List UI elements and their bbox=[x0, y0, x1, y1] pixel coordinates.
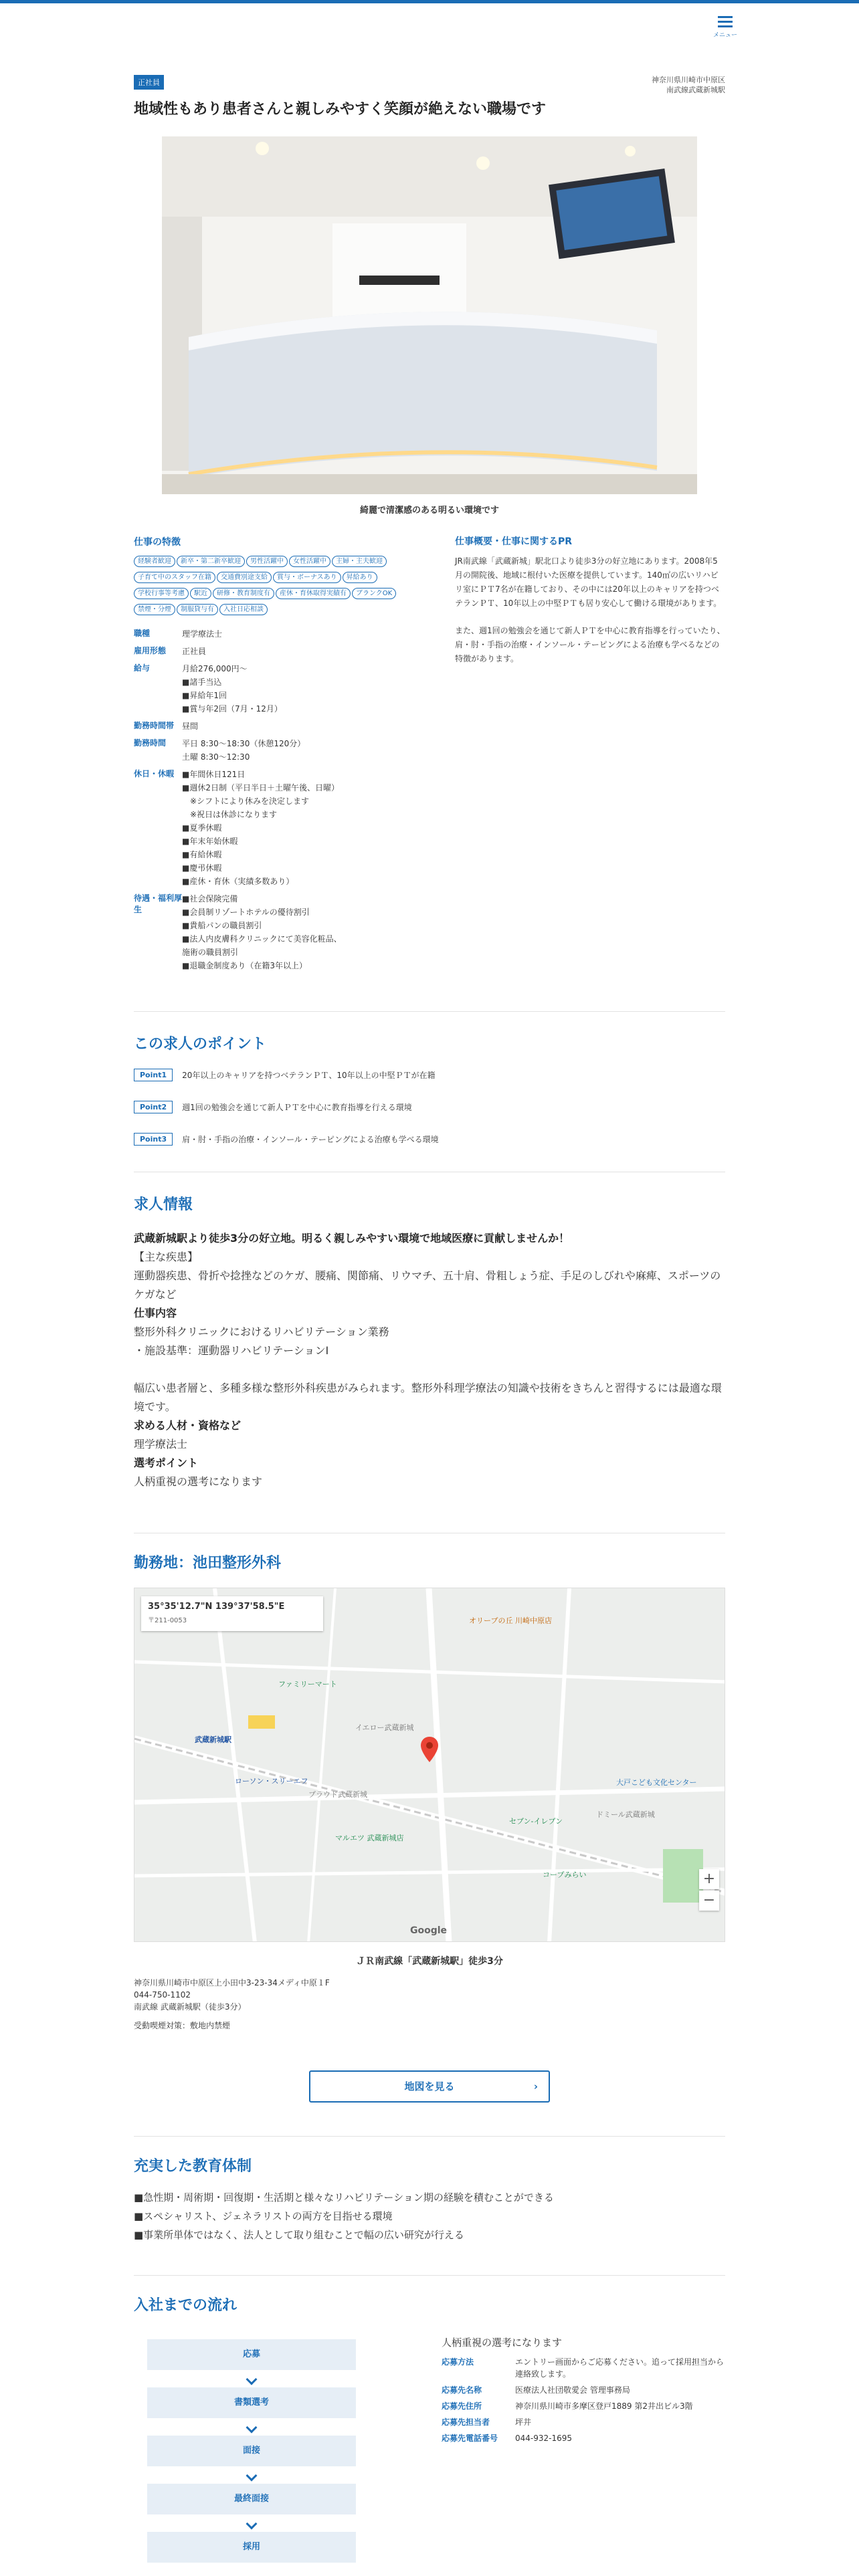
detail-row bbox=[134, 768, 428, 888]
clinic-photo bbox=[162, 136, 697, 494]
feature-chip: 男性活躍中 bbox=[246, 556, 288, 567]
detail-line: ■昇給年1回 bbox=[182, 691, 227, 700]
detail-row bbox=[134, 737, 428, 764]
detail-line: ■貴船パンの職員割引 bbox=[182, 921, 262, 930]
detail-line: ■週休2日制（平日半日＋土曜午後、日曜） bbox=[182, 783, 339, 792]
summary-paragraph: JR南武線「武蔵新城」駅北口より徒歩3分の好立地にあります。2008年5月の開院後、地域に根付いた医療を提供しています。140㎡の広いリハビリ室にＰＴ7名が在籍しており、その中には20年以上のキャリアを持つベテランＰＴ、10年以上の中堅ＰＴも居り安心して働ける環境があります。 bbox=[455, 556, 722, 608]
detail-value bbox=[182, 737, 305, 764]
google-logo: Google bbox=[410, 1925, 448, 1936]
detail-row bbox=[134, 720, 428, 733]
flow-heading: 入社までの流れ bbox=[134, 2297, 237, 2314]
flow-step: 面接 bbox=[147, 2436, 356, 2466]
map-info-card bbox=[141, 1596, 323, 1631]
detail-line: ■年末年始休暇 bbox=[182, 837, 238, 846]
map-coordinates: 35°35'12.7"N 139°37'58.5"E bbox=[148, 1602, 285, 1612]
employment-tag: 正社員 bbox=[134, 75, 164, 90]
divider bbox=[134, 1011, 725, 1012]
detail-row bbox=[134, 627, 428, 641]
detail-value bbox=[182, 662, 282, 716]
detail-row bbox=[134, 662, 428, 716]
apply-info: 人柄重視の選考になります 応募方法 エントリー画面からご応募ください。追って採用担当から連絡致します。 応募先名称 医療法人社団敬愛会 管理事務局 応募先住所 神奈川県川崎市多摩区登戸1889 第2井出ビル3階 応募先担当者 坪井 応募先電話番号 044-932-1695 bbox=[442, 2337, 725, 2443]
map-postal-code: 〒211-0053 bbox=[148, 1617, 187, 1624]
map-label: イエロー武蔵新城 bbox=[355, 1723, 414, 1732]
zoom-out-button[interactable]: − bbox=[699, 1891, 719, 1911]
detail-line: ※シフトにより休みを決定します bbox=[182, 796, 310, 806]
job-details bbox=[134, 535, 428, 976]
top-accent-line bbox=[0, 0, 859, 3]
chevron-down-icon bbox=[246, 2470, 258, 2482]
detail-line: 昼間 bbox=[182, 722, 199, 731]
map-label: コープみらい bbox=[543, 1870, 587, 1879]
feature-chip: 制服貸与有 bbox=[177, 604, 218, 615]
zoom-in-button[interactable]: + bbox=[699, 1869, 719, 1889]
education-heading: 充実した教育体制 bbox=[134, 2158, 252, 2175]
detail-value bbox=[182, 627, 222, 641]
flow-step: 書類選考 bbox=[147, 2387, 356, 2418]
detail-line: ■有給休暇 bbox=[182, 850, 222, 859]
map-label: 大戸こども文化センター bbox=[616, 1778, 697, 1787]
detail-line: ■会員制リゾートホテルの優待割引 bbox=[182, 907, 310, 917]
feature-chips bbox=[134, 554, 428, 618]
detail-line: ■社会保険完備 bbox=[182, 894, 238, 903]
selection-note: 人柄重視の選考になります bbox=[442, 2337, 563, 2349]
map-label: ファミリーマート bbox=[278, 1680, 337, 1689]
feature-chip: 禁煙・分煙 bbox=[134, 604, 175, 615]
location-text: 神奈川県川崎市中原区 南武線武蔵新城駅 bbox=[652, 76, 725, 94]
menu-button[interactable] bbox=[712, 13, 739, 40]
feature-chip: 駅近 bbox=[190, 588, 211, 599]
point-item: Point1 20年以上のキャリアを持つベテランＰＴ、10年以上の中堅ＰＴが在籍 bbox=[134, 1069, 436, 1081]
address-block: 神奈川県川崎市中原区上小田中3-23-34メディ中原１F 044-750-1102 南武線 武蔵新城駅（徒歩3分） 受動喫煙対策：敷地内禁煙 bbox=[134, 1978, 330, 2030]
detail-key: 職種 bbox=[134, 629, 151, 638]
detail-line: 平日 8:30〜18:30（休憩120分） bbox=[182, 739, 306, 748]
feature-chip: 入社日応相談 bbox=[219, 604, 268, 615]
access-text: ＪＲ南武線「武蔵新城駅」徒歩3分 bbox=[356, 1956, 503, 1967]
point-item: Point2 週1回の勉強会を通じて新人ＰＴを中心に教育指導を行える環境 bbox=[134, 1101, 412, 1113]
chevron-down-icon bbox=[246, 2374, 258, 2385]
feature-chip: 子育て中のスタッフ在籍 bbox=[134, 572, 215, 583]
flow-step: 応募 bbox=[147, 2339, 356, 2370]
detail-line: ■年間休日121日 bbox=[182, 770, 246, 779]
detail-line: 月給276,000円〜 bbox=[182, 664, 248, 673]
map-pin-icon bbox=[421, 1737, 438, 1762]
feature-chip: 産休・育休取得実績有 bbox=[276, 588, 351, 599]
menu-label: メニュー bbox=[712, 32, 737, 39]
map-label: ドミール武蔵新城 bbox=[596, 1810, 655, 1819]
feature-chip: 昇給あり bbox=[343, 572, 377, 583]
embedded-map[interactable] bbox=[134, 1588, 725, 1942]
detail-value bbox=[182, 720, 198, 733]
points-heading: この求人のポイント bbox=[134, 1036, 267, 1053]
map-label: 武蔵新城駅 bbox=[195, 1735, 231, 1744]
divider bbox=[134, 2275, 725, 2276]
detail-line: ■産休・育休（実績多数あり） bbox=[182, 877, 294, 886]
workplace-heading: 勤務地：池田整形外科 bbox=[134, 1555, 282, 1572]
education-list: ■急性期・周術期・回復期・生活期と様々なリハビリテーション期の経験を積むことができる ■スペシャリスト、ジェネラリストの両方を目指せる環境 ■事業所単体ではなく、法人として取り組むことで幅の広い研究が行える bbox=[134, 2191, 554, 2241]
detail-line: ■法人内皮膚科クリニックにて美容化粧品、 bbox=[182, 934, 342, 944]
main-content bbox=[134, 75, 725, 2552]
details-list bbox=[134, 627, 428, 972]
feature-chip: ブランクOK bbox=[352, 588, 396, 599]
point-item: Point3 肩・肘・手指の治療・インソール・テーピングによる治療も学べる環境 bbox=[134, 1133, 439, 1146]
summary-paragraph: また、週1回の勉強会を通じて新人ＰＴを中心に教育指導を行っていたり、肩・肘・手指の治療・インソール・テーピングによる治療も学べるなどの特徴があります。 bbox=[455, 626, 725, 663]
features-heading: 仕事の特徴 bbox=[134, 537, 181, 548]
detail-key: 勤務時間帯 bbox=[134, 721, 175, 730]
map-label: ローソン・スリーエフ bbox=[235, 1777, 308, 1786]
flow-step: 最終面接 bbox=[147, 2484, 356, 2514]
detail-line: ■夏季休暇 bbox=[182, 823, 222, 833]
detail-row bbox=[134, 645, 428, 658]
summary-heading: 仕事概要・仕事に関するPR bbox=[455, 536, 573, 547]
job-title: 地域性もあり患者さんと親しみやすく笑顔が絶えない職場です bbox=[134, 101, 547, 118]
chevron-down-icon bbox=[246, 2518, 258, 2530]
map-label: マルエツ 武蔵新城店 bbox=[335, 1834, 404, 1842]
map-label: セブン-イレブン bbox=[509, 1817, 563, 1826]
map-label: プラウド武蔵新城 bbox=[308, 1790, 367, 1799]
feature-chip: 研修・教育制度有 bbox=[213, 588, 274, 599]
job-summary bbox=[455, 535, 725, 666]
detail-line: 土曜 8:30〜12:30 bbox=[182, 752, 250, 762]
feature-chip: 賞与・ボーナスあり bbox=[273, 572, 341, 583]
feature-chip: 女性活躍中 bbox=[289, 556, 330, 567]
map-label: オリーブの丘 川崎中原店 bbox=[469, 1616, 552, 1625]
detail-value bbox=[182, 892, 342, 972]
job-info-body: 武蔵新城駅より徒歩3分の好立地。明るく親しみやすい環境で地域医療に貢献しませんか！ 【主な疾患】 運動器疾患、骨折や捻挫などのケガ、腰痛、関節痛、リウマチ、五十肩、骨粗しょう症、手足のしびれや麻痺、スポーツのケガなど 仕事内容 整形外科クリニックにおけるリハビリテーション業務 ・施設基準：運動器リハビリテーションⅠ 幅広い患者層と、多種多様な整形外科疾患がみられます。整形外科理学療法の知識や技術をきちんと習得するには最適な環境です。 求める人材・資格など 理学療法士 選考ポイント 人柄重視の選考になります bbox=[134, 1232, 722, 1488]
detail-key: 給与 bbox=[134, 663, 151, 673]
feature-chip: 主婦・主夫歓迎 bbox=[332, 556, 387, 567]
detail-line: ■退職金制度あり（在籍3年以上） bbox=[182, 961, 307, 970]
detail-key: 待遇・福利厚生 bbox=[134, 893, 183, 914]
info-heading: 求人情報 bbox=[134, 1196, 193, 1213]
detail-key: 勤務時間 bbox=[134, 738, 167, 748]
detail-row bbox=[134, 892, 428, 972]
detail-value bbox=[182, 768, 339, 888]
flow-step: 採用 bbox=[147, 2532, 356, 2563]
detail-line: 正社員 bbox=[182, 647, 207, 656]
feature-chip: 新卒・第二新卒歓迎 bbox=[177, 556, 245, 567]
detail-key: 休日・休暇 bbox=[134, 769, 175, 778]
view-map-button[interactable]: 地図を見る › bbox=[309, 2070, 550, 2103]
chevron-right-icon: › bbox=[533, 2080, 538, 2092]
detail-key: 雇用形態 bbox=[134, 646, 167, 655]
detail-line: 施術の職員割引 bbox=[182, 948, 239, 957]
hamburger-icon bbox=[718, 16, 733, 27]
detail-line: ※祝日は休診になります bbox=[182, 810, 278, 819]
feature-chip: 交通費別途支給 bbox=[217, 572, 272, 583]
photo-caption: 綺麗で清潔感のある明るい環境です bbox=[359, 506, 499, 516]
feature-chip: 学校行事等考慮 bbox=[134, 588, 189, 599]
detail-line: ■慶弔休暇 bbox=[182, 863, 222, 873]
detail-line: ■諸手当込 bbox=[182, 677, 222, 687]
detail-line: 理学療法士 bbox=[182, 629, 223, 639]
detail-value bbox=[182, 645, 206, 658]
divider bbox=[134, 2136, 725, 2137]
chevron-down-icon bbox=[246, 2422, 258, 2434]
detail-line: ■賞与年2回（7月・12月） bbox=[182, 704, 282, 714]
feature-chip: 経験者歓迎 bbox=[134, 556, 175, 567]
